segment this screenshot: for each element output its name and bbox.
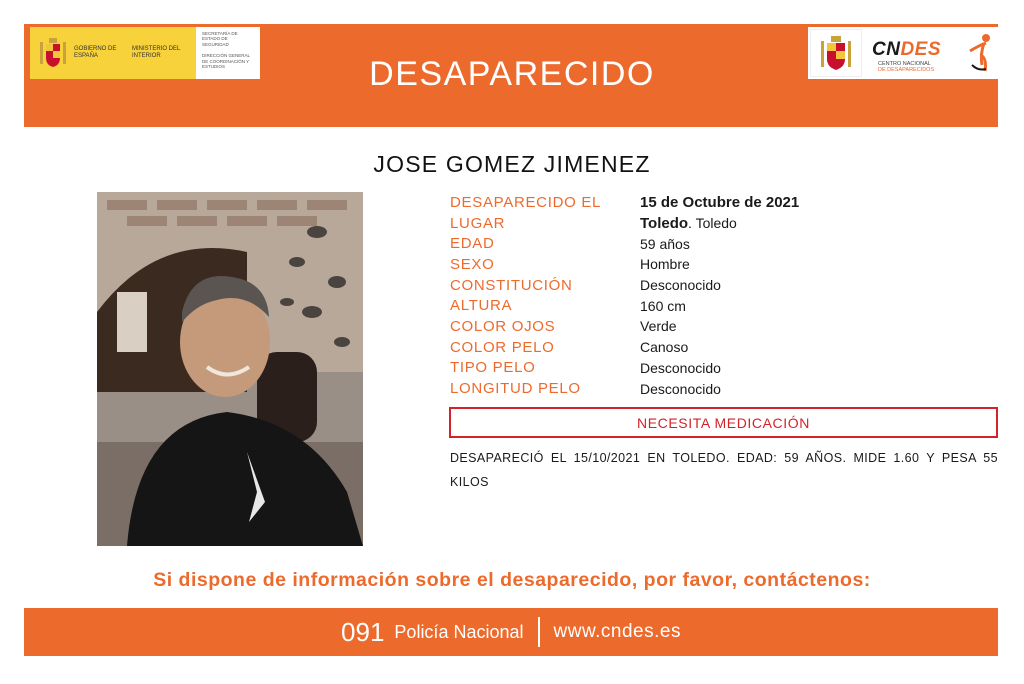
detail-label: LUGAR [450,214,506,232]
detail-row-edad [450,233,799,254]
phone-number[interactable]: 091 [341,616,385,647]
detail-label: ALTURA [450,297,513,315]
cndes-wordmark: CNDES [872,39,942,60]
footer-banner [24,608,998,656]
person-name: JOSE GOMEZ JIMENEZ [373,151,651,177]
contact-message: Si dispone de información sobre el desaparecido, por favor, contáctenos: [153,569,871,591]
detail-value: 160 cm [640,297,686,314]
details-table [450,192,799,399]
detail-label: EDAD [450,235,495,253]
footer-divider [538,617,540,647]
detail-value: Verde [640,318,677,335]
detail-value: 15 de Octubre de 2021 [640,193,800,211]
ministerio-text: MINISTERIO DEL INTERIOR [132,46,181,59]
website-link[interactable]: www.cndes.es [553,621,681,642]
detail-row-fecha [450,192,799,213]
page-title: DESAPARECIDO [369,55,655,93]
detail-value: Canoso [640,339,689,356]
detail-row-lugar [450,213,799,234]
detail-row-color-pelo [450,337,799,358]
detail-value: Hombre [640,256,690,273]
description-text: DESAPARECIÓ EL 15/10/2021 EN TOLEDO. EDAD: 59 AÑOS. MIDE 1.60 Y PESA 55 KILOS [450,451,998,489]
detail-value: Toledo. Toledo [640,214,737,232]
detail-value: Desconocido [640,277,721,294]
detail-row-altura [450,295,799,316]
secretaria-text: SECRETARÍA DE ESTADO DE SEGURIDAD DIRECCIÓN GENERAL DE COORDINACIÓN Y ESTUDIOS [196,27,260,79]
detail-label: TIPO PELO [450,359,536,377]
detail-row-sexo [450,254,799,275]
cndes-subtitle: CENTRO NACIONAL DE DESAPARECIDOS [878,61,935,74]
detail-label: COLOR OJOS [450,317,556,335]
detail-label: CONSTITUCIÓN [450,276,573,294]
gobierno-text: GOBIERNO DE ESPAÑA [74,46,117,59]
detail-row-constitucion [450,275,799,296]
detail-row-tipo-pelo [450,358,799,379]
detail-row-longitud-pelo [450,378,799,399]
detail-value: Desconocido [640,359,721,376]
agency-name: Policía Nacional [394,621,524,642]
detail-label: LONGITUD PELO [450,380,581,398]
detail-label: COLOR PELO [450,338,555,356]
medication-notice: NECESITA MEDICACIÓN [449,407,998,438]
person-photo [97,192,363,546]
detail-value: 59 años [640,235,690,252]
detail-label: DESAPARECIDO EL [450,193,602,211]
detail-label: SEXO [450,255,495,273]
detail-value: Desconocido [640,380,721,397]
detail-row-color-ojos [450,316,799,337]
